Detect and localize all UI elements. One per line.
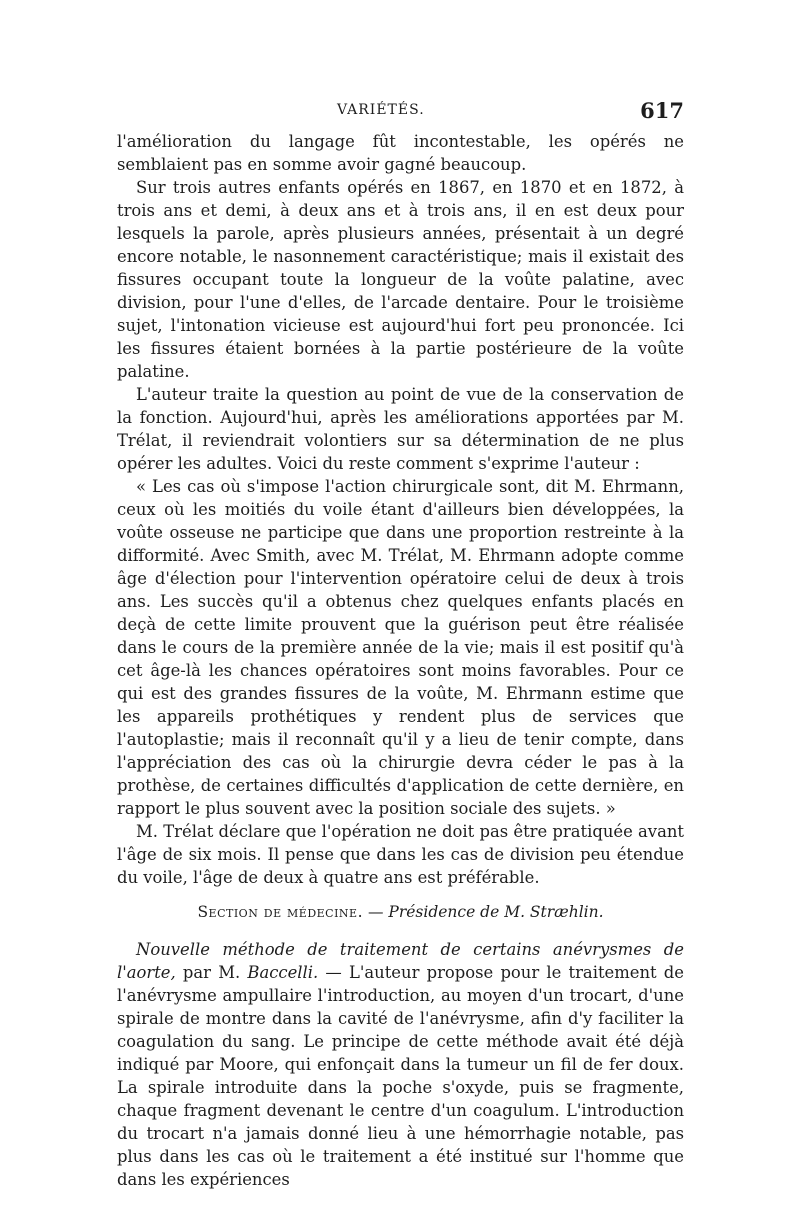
page-number: 617 (640, 98, 684, 123)
entry-paragraph (117, 938, 684, 1191)
entry-by: par M. (175, 963, 248, 982)
entry-author: Baccelli. (247, 963, 319, 982)
running-title: VARIÉTÉS. (337, 102, 425, 118)
paragraph: Sur trois autres enfants opérés en 1867, en 1870 et en 1872, à trois ans et demi, à deux ans et à trois ans, il en est deux pour lesquels la parole, après plusieurs années, présentait à un degré encore notable, le nasonnement caractéristique; mais il existait des fissures occupant toute la longueur de la voûte palatine, avec division, pour l'une d'elles, de l'arcade dentaire. Pour le troisième sujet, l'intonation vicieuse est aujourd'hui fort peu prononcée. Ici les fissures étaient bornées à la partie postérieure de la voûte palatine. (117, 178, 684, 381)
section-separator: — (363, 903, 389, 921)
page-header (117, 98, 684, 128)
section-label: Section de médecine. (197, 903, 364, 921)
entry-body: — L'auteur propose pour le traitement de l'anévrysme ampullaire l'introduction, au moyen d'un trocart, d'une spirale de montre dans la cavité de l'anévrysme, afin d'y faciliter la coagulation du sang. Le principe de cette méthode avait été déjà indiqué par Moore, qui enfonçait dans la tumeur un fil de fer doux. La spirale introduite dans la poche s'oxyde, puis se fragmente, chaque fragment devenant le centre d'un coagulum. L'introduction du trocart n'a jamais donné lieu à une hémorrhagie notable, pas plus dans les cas où le traitement a été institué sur l'homme que dans les expériences (117, 963, 684, 1189)
section-heading (117, 901, 684, 924)
entry-title: Nouvelle méthode de traitement de certains anévrysmes de l'aorte, (117, 940, 684, 982)
paragraph: M. Trélat déclare que l'opération ne doit pas être pratiquée avant l'âge de six mois. Il pense que dans les cas de division peu étendue du voile, l'âge de deux à quatre ans est préférable. (117, 822, 684, 887)
section-presidency: Présidence de M. Stræhlin. (388, 903, 604, 921)
quoted-paragraph: « Les cas où s'impose l'action chirurgicale sont, dit M. Ehrmann, ceux où les moitiés du voile étant d'ailleurs bien développées, la voûte osseuse ne participe que dans une proportion restreinte à la difformité. Avec Smith, avec M. Trélat, M. Ehrmann adopte comme âge d'élection pour l'intervention opératoire celui de deux à trois ans. Les succès qu'il a obtenus chez quelques enfants placés en deçà de cette limite prouvent que la guérison peut être réalisée dans le cours de la première année de la vie; mais il est positif qu'à cet âge-là les chances opératoires sont moins favorables. Pour ce qui est des grandes fissures de la voûte, M. Ehrmann estime que les appareils prothétiques y rendent plus de services que l'autoplastie; mais il reconnaît qu'il y a lieu de tenir compte, dans l'appréciation des cas où la chirurgie devra céder le pas à la prothèse, de certaines difficultés d'application de cette dernière, en rapport le plus souvent avec la position sociale des sujets. » (117, 477, 684, 818)
paragraph: L'auteur traite la question au point de vue de la conservation de la fonction. Aujourd'hui, après les améliorations apportées par M. Trélat, il reviendrait volontiers sur sa détermination de ne plus opérer les adultes. Voici du reste comment s'exprime l'auteur : (117, 385, 684, 473)
page-body (117, 130, 684, 1191)
paragraph: l'amélioration du langage fût incontestable, les opérés ne semblaient pas en somme avoir gagné beaucoup. (117, 132, 684, 174)
